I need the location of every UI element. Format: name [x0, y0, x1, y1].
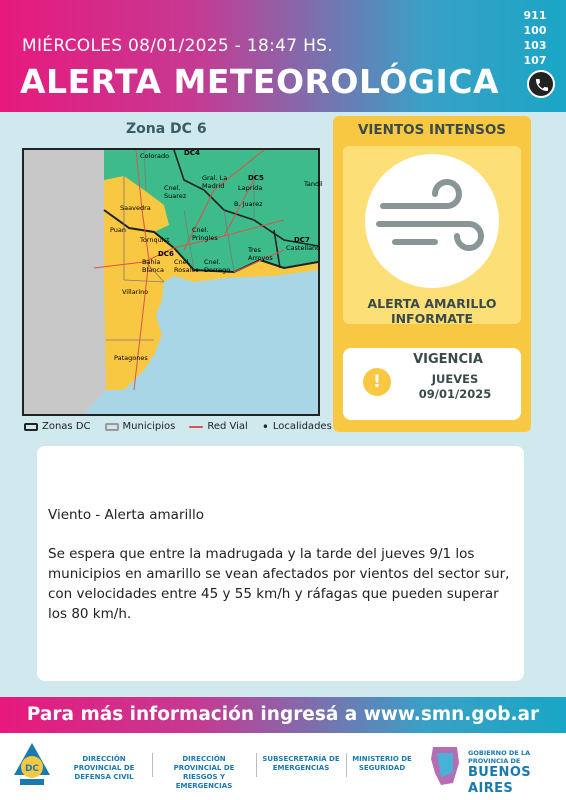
- dot-icon: •: [261, 419, 269, 434]
- page-title: ALERTA METEOROLÓGICA: [20, 62, 499, 101]
- phone-number: 100: [523, 24, 547, 37]
- alert-level-text: ALERTA AMARILLO: [367, 296, 497, 311]
- phone-number: 107: [523, 54, 547, 67]
- separator: [346, 753, 347, 777]
- legend-item: [262, 421, 332, 432]
- legend-label: Zonas DC: [42, 421, 91, 432]
- separator: [256, 753, 257, 777]
- province-line2: BUENOS AIRES: [468, 765, 532, 796]
- alert-level: [343, 296, 521, 326]
- place-label: Saavedra: [120, 204, 151, 212]
- place-label: Gral. La Madrid: [202, 174, 228, 190]
- place-label: Cnel. Dorrego: [204, 258, 231, 274]
- zone-label: DC4: [184, 149, 200, 157]
- logos-strip: [0, 733, 566, 800]
- legend-item: [105, 421, 176, 432]
- org-name: SUBSECRETARÍA DE EMERGENCIAS: [262, 755, 340, 772]
- place-label: Castellano: [286, 244, 321, 252]
- place-label: Tandil: [304, 180, 323, 188]
- org-name: DIRECCIÓN PROVINCIAL DE DEFENSA CIVIL: [73, 755, 135, 781]
- zone-label: DC5: [248, 174, 264, 182]
- legend-label: Localidades: [272, 421, 332, 432]
- separator: [152, 753, 153, 777]
- hazard-type: VIENTOS INTENSOS: [357, 122, 507, 138]
- legend-item: [189, 421, 247, 432]
- vigencia-date-text: 09/01/2025: [418, 387, 492, 401]
- phone-number: 911: [523, 9, 547, 22]
- more-info-band: [0, 697, 566, 733]
- alert-panel: [333, 116, 531, 432]
- province-line1: GOBIERNO DE LA PROVINCIA DE: [468, 749, 531, 765]
- description-heading: Viento - Alerta amarillo: [48, 507, 205, 523]
- vigencia-date: [395, 372, 515, 402]
- alert-level-subtext: INFORMATE: [390, 311, 474, 326]
- place-label: Puan: [110, 226, 127, 234]
- defensa-civil-logo: [12, 741, 52, 789]
- description-card: [37, 446, 524, 681]
- place-label: B. Juarez: [234, 200, 263, 208]
- vigencia-title: VIGENCIA: [413, 352, 483, 367]
- hazard-card: [343, 146, 521, 324]
- wind-icon: [365, 154, 499, 288]
- vigencia-box: [343, 348, 521, 420]
- place-label: Cnel. Pringles: [192, 226, 218, 242]
- place-label: Tres Arroyos: [248, 246, 273, 262]
- header-banner: [0, 0, 566, 112]
- alert-map: [22, 148, 323, 416]
- place-label: Bahía Blanca: [142, 258, 164, 274]
- place-label: Tornquist: [140, 236, 170, 244]
- zone-label: DC7: [294, 236, 310, 244]
- emergency-phones: [522, 8, 548, 68]
- place-label: Cnel. Rosales: [174, 258, 199, 274]
- phone-number: 103: [523, 39, 547, 52]
- place-label: Laprida: [238, 184, 263, 192]
- province-logo: [427, 743, 463, 787]
- org-name: MINISTERIO DE SEGURIDAD: [352, 755, 412, 772]
- zone-label: DC6: [158, 250, 174, 258]
- exclamation-icon: !: [363, 368, 391, 396]
- zone-swatch: [24, 423, 38, 431]
- zone-title: Zona DC 6: [126, 121, 207, 137]
- org-name: DIRECCIÓN PROVINCIAL DE RIESGOS Y EMERGENCIAS: [173, 755, 235, 790]
- legend-label: Red Vial: [207, 421, 248, 432]
- road-swatch: [189, 426, 203, 428]
- municipio-swatch: [105, 423, 119, 431]
- issue-datetime: MIÉRCOLES 08/01/2025 - 18:47 HS.: [22, 36, 333, 56]
- place-label: Villarino: [122, 288, 149, 296]
- map-legend: [24, 421, 332, 432]
- description-body: Se espera que entre la madrugada y la tarde del jueves 9/1 los municipios en amarillo se vean afectados por vientos del sector sur, con velocidades entre 45 y 55 km/h y ráfagas que pueden superar los 80 km/h.: [48, 546, 510, 622]
- svg-text:DC: DC: [24, 764, 40, 774]
- place-label: Colorado: [140, 152, 170, 160]
- more-info-text: Para más información ingresá a www.smn.gob.ar: [26, 704, 540, 725]
- province-name: [468, 749, 566, 797]
- legend-label: Municipios: [122, 421, 176, 432]
- place-label: Cnel. Suarez: [164, 184, 187, 200]
- phone-icon: [527, 70, 555, 98]
- place-label: Patagones: [114, 354, 148, 362]
- vigencia-day-text: JUEVES: [431, 372, 479, 386]
- legend-item: [24, 421, 91, 432]
